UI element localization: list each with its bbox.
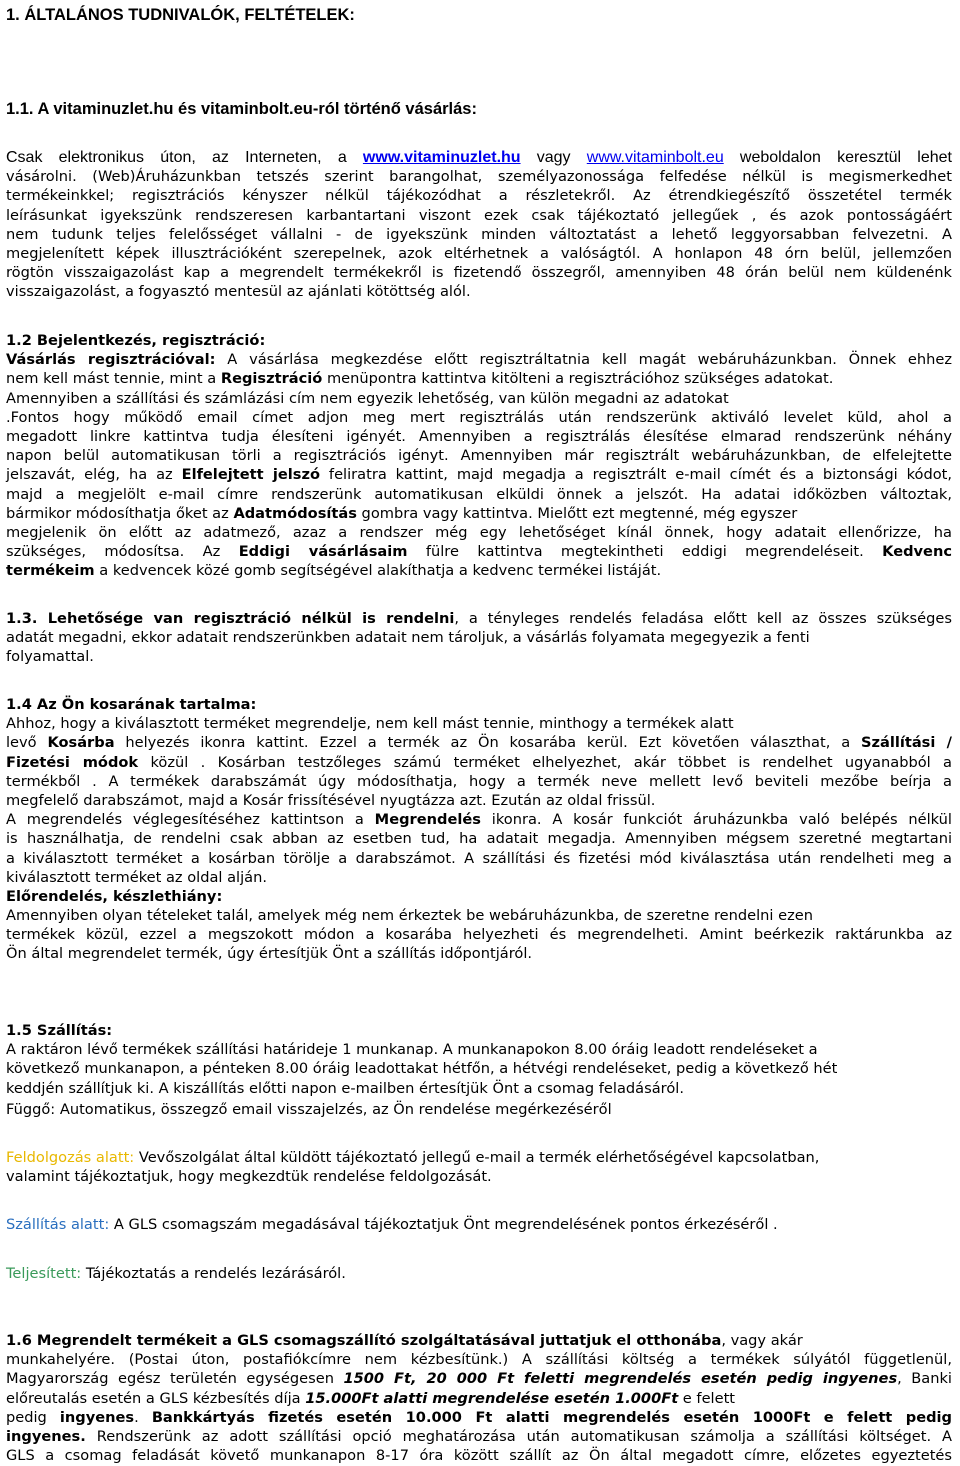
paragraph-line: Ön által megrendelet termék, úgy értesítjük Önt a szállítás időpontjáról. [6, 945, 533, 963]
paragraph-line: Amennyiben a szállítási és számlázási cím nem egyezik lehetőség, van külön megadni az adatokat [6, 389, 729, 407]
section-1-1-body [6, 148, 952, 302]
paragraph-line: megjelenített képek illusztrációként szerepelnek, azok eltérhetnek a valóságtól. A honlapon 48 órn belül, jellemzően [6, 244, 952, 262]
paragraph-line: a kiválasztott terméket a kosárban törölje a darabszámot. A szállítási és fizetési mód kiválasztása után rendelheti meg a [6, 849, 952, 867]
section-title: 1.2 Bejelentkezés, regisztráció: [6, 332, 266, 349]
text: nem kell mást tennie, mint a [6, 370, 221, 388]
text-bold: Bankkártyás fizetés esetén 10.000 Ft alatti megrendelés esetén 1000Ft e felett pedig [151, 1408, 953, 1426]
section-1-2 [6, 331, 952, 580]
paragraph-line: .Fontos hogy működő email címet adjon meg mert regisztrálás után rendszerünk aktiváló levelet küld, ahol a [6, 408, 952, 426]
text: fülre kattintva megtekintheti eddigi megrendeléseit. [407, 543, 883, 561]
paragraph-line: GLS a csomag feladását követő munkanapon 8-17 óra között szállít az Ön által megadott címre, előzetes egyeztetés [6, 1447, 952, 1465]
text: a kedvencek közé gomb segítségével alakíthatja a kedvenc termékei listáját. [94, 562, 662, 580]
text: előreutalás esetén a GLS kézbesítés díja [6, 1389, 306, 1407]
text: , vagy akár [721, 1332, 803, 1349]
vitaminbolt-link[interactable]: www.vitaminbolt.eu [586, 149, 724, 166]
text: levő [6, 734, 48, 752]
status-processing-label: Feldolgozás alatt: [6, 1149, 135, 1166]
paragraph-line: nem tudunk teljes felelősséget vállalni - de igyekszünk minden változtatást a lehető leggyorsabban felvezetni. A [6, 225, 952, 243]
paragraph-line: keddjén szállítjuk ki. A kiszállítás előtti napon e-mailben értesítjük Önt a csomag feladásáról. [6, 1079, 684, 1097]
text-bold: Eddigi vásárlásaim [238, 543, 408, 561]
section-1-3 [6, 609, 952, 667]
heading-1-1: 1.1. A vitaminuzlet.hu és vitaminbolt.eu-ról történő vásárlás: [6, 100, 477, 118]
section-1-6 [6, 1331, 952, 1465]
text: Vevőszolgálat által küldött tájékoztató jellegű e-mail a termék elérhetőségével kapcsolatban, [134, 1149, 820, 1166]
paragraph-line: is használhatja, de rendelni csak abban az esetben tud, ha adatait megadja. Amennyiben mégsem szeretné megtartani [6, 830, 952, 848]
text-bold: Kosárba [47, 734, 115, 752]
text: ikonra. A kosár funkciót áruházunkba való belépés nélkül [480, 811, 952, 829]
status-pending: Függő: Automatikus, összegző email visszajelzés, az Ön rendelése megérkezéséről [6, 1101, 612, 1118]
paragraph-line: Ahhoz, hogy a kiválasztott terméket megrendelje, nem kell mást tennie, minthogy a termékek alatt [6, 715, 734, 733]
paragraph-line: termékeinkkel; regisztrációs kényszer nélkül tájékozódhat a részletekről. Az étrendkiegészítő összetétel termék [6, 187, 952, 205]
paragraph-line: megjelenik ön előtt az adatmező, azaz a rendszer még egy lehetőséget kínál önnek, hogy adatait ellenőrizze, ha [6, 523, 952, 541]
text: weboldalon keresztül lehet [723, 149, 952, 166]
paragraph-line: Amennyiben olyan tételeket talál, amelyek még nem érkeztek be webáruházunkba, de szeretne rendelni ezen [6, 907, 813, 925]
text: A GLS csomagszám megadásával tájékoztatjuk Önt megrendelésének pontos érkezéséről . [109, 1216, 778, 1233]
section-1-4 [6, 695, 952, 964]
paragraph-line: munkahelyére. (Postai úton, postafiókcímre nem kézbesítünk.) A szállítási költség a termékek súlyától függetlenül, [6, 1351, 952, 1369]
text: bármikor módosíthatja őket az [6, 504, 234, 522]
text-bold: Elfelejtett jelszó [181, 466, 321, 484]
paragraph-line: termékből . A termékek darabszámát úgy módosíthatja, hogy a termék neve mellett levő beviteli mezőbe beírja a [6, 772, 952, 790]
text-bold: Szállítási / [861, 734, 952, 752]
text: vagy [520, 149, 587, 166]
text-bold: Fizetési módok [6, 753, 139, 771]
text: szükséges, módosítsa. Az [6, 543, 239, 561]
text: gombra vagy kattintva. Mielőtt ezt megtenné, még egyszer [356, 504, 798, 522]
paragraph-line: valamint tájékoztatjuk, hogy megkezdtük rendelése feldolgozását. [6, 1168, 492, 1186]
text: helyezés ikonra kattint. Ezzel a termék az Ön kosarába kerül. Ezt követően választhat, a [114, 734, 861, 752]
status-shipping-label: Szállítás alatt: [6, 1216, 110, 1233]
text-bold: Vásárlás regisztrációval: [6, 351, 216, 369]
text: menüpontra kattintva kitölteni a regisztrációhoz szükséges adatokat. [322, 370, 834, 388]
text: feliratra kattint, majd megadja a regisztrált e-mail címét és a biztonsági kódot, [320, 466, 952, 484]
text-bold: termékeim [6, 562, 95, 580]
paragraph-line: leírásunkat igyekszünk rendszeresen karbantartani viszont ezek csak tájékoztató jellegűek , és azok pontosságáért [6, 206, 952, 224]
subheading-preorder: Előrendelés, készlethiány: [6, 887, 223, 905]
paragraph-line: A raktáron lévő termékek szállítási határideje 1 munkanap. A munkanapokon 8.00 óráig leadott rendeléseket a [6, 1041, 818, 1059]
text-bold: Kedvenc [882, 543, 952, 561]
text: Csak elektronikus úton, az Interneten, a [6, 149, 363, 166]
status-completed [6, 1264, 952, 1283]
heading-1: 1. ÁLTALÁNOS TUDNIVALÓK, FELTÉTELEK: [6, 6, 355, 24]
paragraph-line: majd a megjelölt e-mail címre rendszerünk automatikusan elküldi önnek a jelszót. Ha adatai időközben változtak, [6, 485, 952, 503]
paragraph-line: termékek közül, ezzel a megszokott módon a kosarába helyezheti és megrendelheti. Amint beérkezik raktárunkba az [6, 926, 952, 944]
paragraph-line: napon belül automatikusan törli a regisztrációs igényt. Amennyiben már regisztrált webáruházunkban, de elfelejtette [6, 447, 952, 465]
section-title: 1.4 Az Ön kosarának tartalma: [6, 696, 257, 713]
text-bold: 1.3. Lehetősége van regisztráció nélkül is rendelni [6, 610, 455, 627]
text: A vásárlása megkezdése előtt regisztráltatnia kell magát webáruházunkban. Önnek ehhez [215, 351, 952, 369]
paragraph-line: következő munkanapon, a pénteken 8.00 óráig leadottakat hétfőn, a hétvégi rendeléseket, pedig a következő hét [6, 1060, 838, 1078]
text: e felett [678, 1389, 736, 1407]
paragraph-line [6, 148, 952, 167]
text: Magyarország egész területén egységesen [6, 1370, 344, 1388]
text: pedig [6, 1408, 60, 1426]
text: közül . Kosárban testzőleges számú terméket elhelyezhet, akár többet is rendelhet ugyanabból a [138, 753, 952, 771]
text: Rendszerünk az adott szállítási opció meghatározása után automatikusan számolja a szállítási költséget. A [85, 1427, 952, 1445]
text-bold: Megrendelés [374, 811, 481, 829]
text-bold: ingyenes. [6, 1427, 86, 1445]
text-bold: 1.6 Megrendelt termékeit a GLS csomagszállító szolgáltatásával juttatjuk el otthonába [6, 1332, 722, 1349]
text: , a tényleges rendelés feladása előtt kell az összes szükséges [454, 610, 952, 627]
paragraph-line: folyamattal. [6, 648, 94, 666]
paragraph-line: adatát megadni, ekkor adatait rendszerünkben adatait nem tároljuk, a vásárlás folyamata megegyezik a fenti [6, 629, 810, 647]
paragraph-line: vásárolni. (Web)Áruházunkban tetszés szerint barangolhat, személyazonossága felfedése nélkül is megismerkedhet [6, 168, 952, 186]
paragraph-line: rögtön visszaigazolást kap a megrendelt termékekről is fizetendő összegről, amennyiben 48 órán belül nem küldenénk [6, 264, 952, 282]
text: Tájékoztatás a rendelés lezárásáról. [81, 1265, 346, 1282]
paragraph-line: visszaigazolást, a fogyasztó mentesül az ajánlati kötöttség alól. [6, 283, 471, 301]
text: . [134, 1408, 152, 1426]
paragraph-line: megadott linkre kattintva tudja élesíteni igényét. Amennyiben a regisztrálás élesítése elmarad rendszerünk néhány [6, 427, 952, 445]
text-bold: Regisztráció [220, 370, 323, 388]
section-title: 1.5 Szállítás: [6, 1022, 113, 1039]
section-1-5 [6, 1021, 952, 1098]
paragraph-line: megfelelő darabszámot, majd a Kosár frissítésével nyugtázza azt. Ezután az oldal frissül. [6, 791, 656, 809]
status-completed-label: Teljesített: [6, 1265, 82, 1282]
text: , Banki [897, 1370, 952, 1388]
text-bold: ingyenes [59, 1408, 135, 1426]
text: jelszavát, elég, ha az [6, 466, 182, 484]
vitaminuzlet-link[interactable]: www.vitaminuzlet.hu [362, 149, 521, 166]
text-bold-italic: 15.000Ft alatti megrendelése esetén 1.000Ft [305, 1389, 679, 1407]
text-bold-italic: 1500 Ft, 20 000 Ft feletti megrendelés esetén pedig ingyenes [343, 1370, 898, 1388]
status-shipping [6, 1215, 952, 1234]
text-bold: Adatmódosítás [233, 504, 357, 522]
paragraph-line: kiválasztott terméket az oldal alján. [6, 868, 267, 886]
status-processing [6, 1148, 952, 1186]
text: A megrendelés véglegesítéséhez kattintson a [6, 811, 375, 829]
